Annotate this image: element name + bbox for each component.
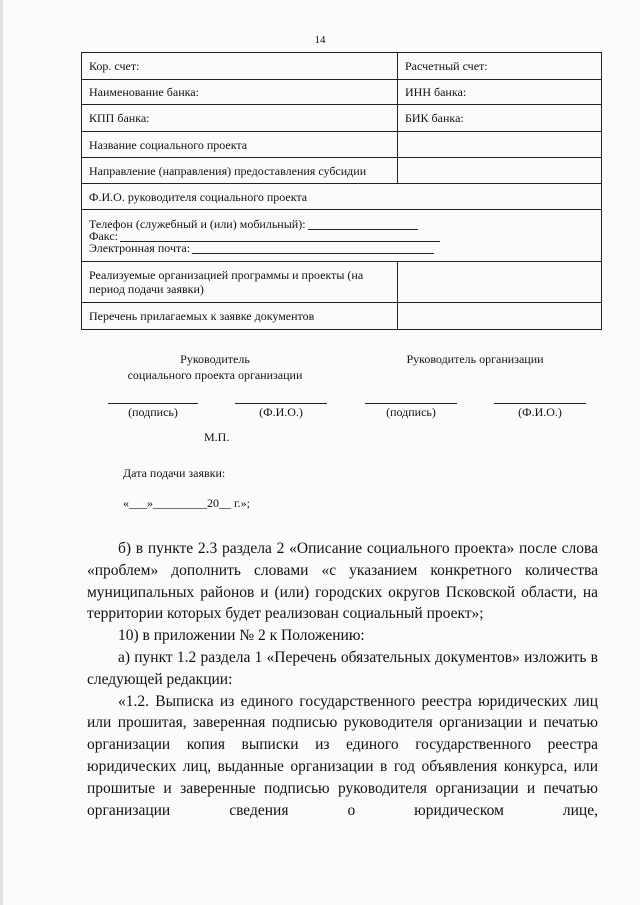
page-number: 14 <box>314 34 326 46</box>
contacts-cell <box>82 210 602 262</box>
left-signer-title-2: социального проекта организации <box>127 368 303 382</box>
body-text <box>87 538 598 821</box>
bank-bik-cell: БИК банка: <box>398 105 602 132</box>
leader-fio-cell: Ф.И.О. руководителя социального проекта <box>82 184 602 210</box>
right-signature-line <box>365 403 457 404</box>
bank-kpp-cell: КПП банка: <box>82 105 398 132</box>
project-name-value <box>398 132 602 158</box>
phone-label: Телефон (служебный и (или) мобильный): <box>89 217 306 231</box>
project-name-cell: Название социального проекта <box>82 132 398 158</box>
page-edge <box>0 0 3 905</box>
left-fio-label: (Ф.И.О.) <box>259 405 303 419</box>
subsidy-direction-cell: Направление (направления) предоставления субсидии <box>82 158 398 184</box>
bank-details-form <box>81 52 602 330</box>
left-sign-label: (подпись) <box>128 405 178 419</box>
raschetny-schet-cell: Расчетный счет: <box>398 53 602 80</box>
paragraph-a: а) пункт 1.2 раздела 1 «Перечень обязательных документов» изложить в следующей редакции: <box>87 648 598 688</box>
subsidy-direction-value <box>398 158 602 184</box>
programs-cell: Реализуемые организацией программы и проекты (на период подачи заявки) <box>82 262 398 303</box>
kor-schet-cell: Кор. счет: <box>82 53 398 80</box>
left-signature-line <box>108 403 198 404</box>
paragraph-b: б) в пункте 2.3 раздела 2 «Описание социального проекта» после слова «проблем» дополнить словами «с указанием конкретного количества муниципальных районов и (или) городских округов Псковской области, на территории которых будет реализован социальный проект»; <box>87 540 598 623</box>
email-label: Электронная почта: <box>89 241 191 255</box>
phone-blank <box>308 219 418 230</box>
left-fio-line <box>235 403 327 404</box>
right-fio-line <box>494 403 586 404</box>
right-fio-label: (Ф.И.О.) <box>518 405 562 419</box>
email-line <box>89 242 594 254</box>
bank-name-cell: Наименование банка: <box>82 80 398 105</box>
submission-date-label: Дата подачи заявки: <box>123 466 226 480</box>
right-signer-title: Руководитель организации <box>406 352 544 366</box>
documents-list-value <box>398 303 602 330</box>
submission-date-template: «___»_________20__ г.»; <box>123 496 250 510</box>
right-sign-label: (подпись) <box>386 405 436 419</box>
bank-inn-cell: ИНН банка: <box>398 80 602 105</box>
documents-list-cell: Перечень прилагаемых к заявке документов <box>82 303 398 330</box>
programs-value <box>398 262 602 303</box>
paragraph-1-2: «1.2. Выписка из единого государственного реестра юридических лиц или прошитая, заверенная подписью руководителя организации и печатью организации копия выписки из единого государственного реестра юридических лиц, выданные организации в год объявления конкурса, или прошитые и заверенные подписью руководителя организации и печатью организации сведения о юридическом лице, <box>87 692 598 819</box>
email-blank <box>192 243 434 254</box>
paragraph-10: 10) в приложении № 2 к Положению: <box>118 627 365 645</box>
stamp-mark: М.П. <box>204 430 230 444</box>
left-signer-title-1: Руководитель <box>180 352 250 366</box>
fax-label: Факс: <box>89 229 118 243</box>
phone-line <box>89 218 594 230</box>
